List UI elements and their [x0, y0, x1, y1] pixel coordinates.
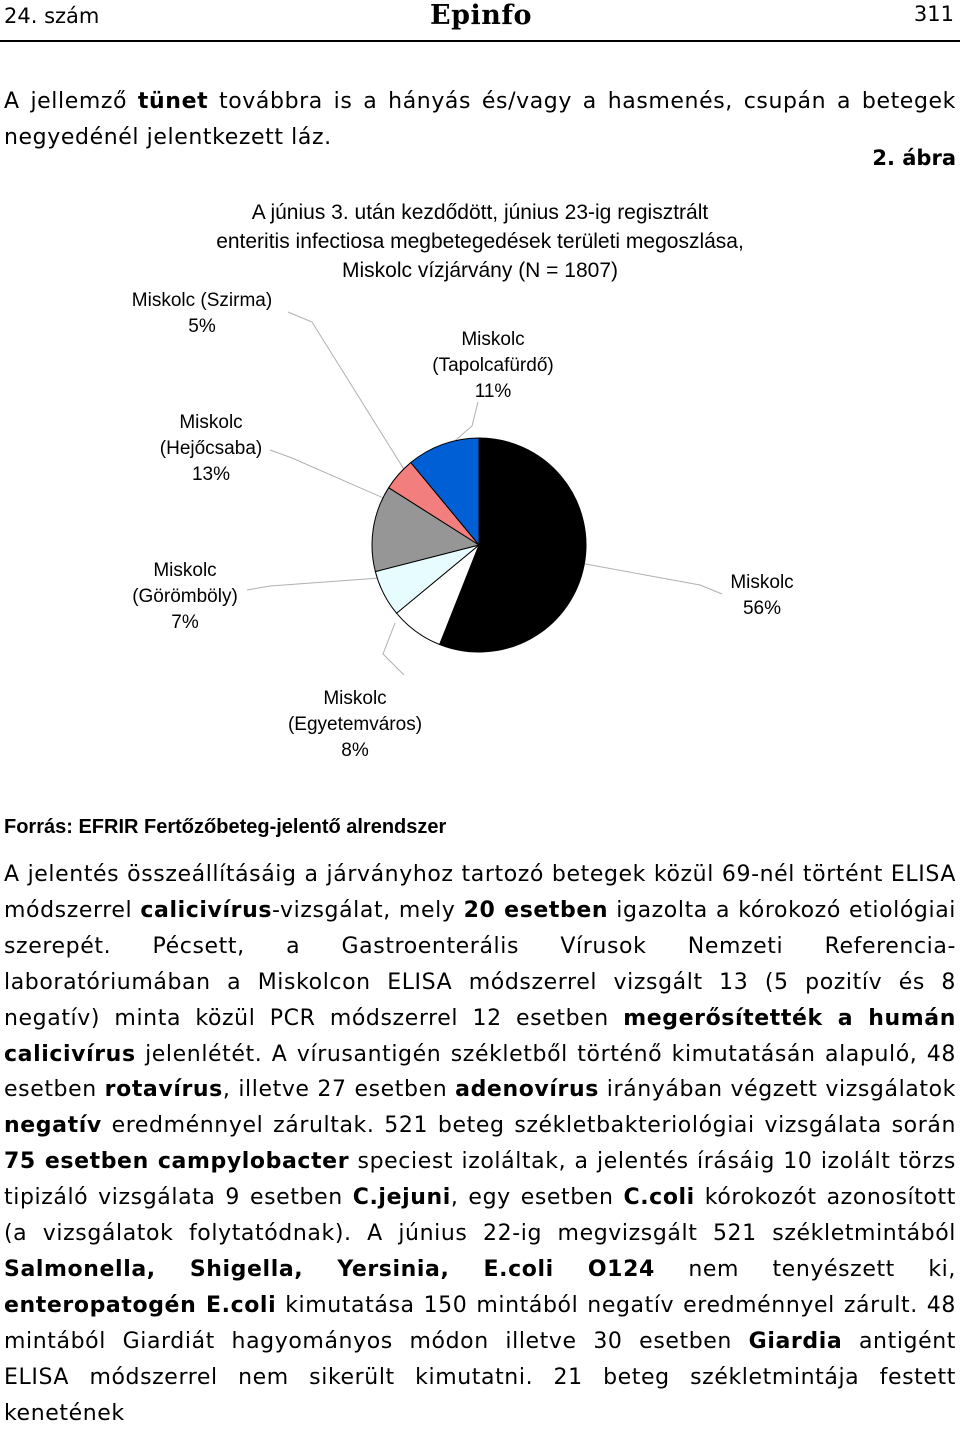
body-text-1: A jelentés összeállításáig a járványhoz tartozó betegek közül 69-nél történt ELISA módszerrel [4, 862, 956, 923]
label-hejocsaba-pct: 13% [191, 464, 231, 485]
leader-line-hejocsaba [270, 450, 388, 500]
label-miskolc-name: Miskolc [730, 572, 794, 593]
leader-line-szirma [288, 312, 415, 487]
body-bold-4: rotavírus [104, 1077, 223, 1103]
body-bold-3: megerősítették a humán calicivírus [4, 1005, 956, 1067]
intro-bold-symptom: tünet [137, 89, 209, 114]
label-egyetemvaros-pct: 8% [341, 740, 369, 761]
label-tapolca-pct: 11% [474, 381, 512, 402]
label-gorombol [110, 558, 260, 636]
body-text-8: speciest izoláltak, a jelentés írásáig 10 izolált törzs tipizáló vizsgálata 9 esetben [4, 1149, 956, 1211]
body-text-4: jelenlétét. A vírusantigén székletből történő kimutatásán alapuló, 48 esetben [4, 1041, 956, 1103]
label-tapolca [408, 327, 578, 405]
chart-title-line-1: A június 3. után kezdődött, június 23-ig regisztrált [251, 201, 709, 224]
label-hejocsaba-name: Miskolc [179, 412, 243, 433]
label-hejocsaba-sub: (Hejőcsaba) [159, 438, 263, 459]
body-text-3: igazolta a kórokozó etiológiai szerepét. Pécsett, a Gastroenterális Vírusok Nemzeti Referencia-laboratóriumában a Miskolcon ELISA módszerrel vizsgált 13 (5 pozitív és 8 negatív) minta közül PCR módszerrel 12 esetben [4, 897, 956, 1031]
body-text-5: , illetve 27 esetben [222, 1077, 456, 1103]
body-text-11: nem tenyészett ki, [654, 1256, 956, 1282]
chart-source: Forrás: EFRIR Fertőzőbeteg-jelentő alrendszer [4, 816, 447, 838]
body-text-9: , egy esetben [450, 1185, 624, 1211]
leader-line-egyetemvaros [383, 623, 404, 675]
body-bold-1: calicivírus [140, 897, 273, 923]
pie-slices [372, 438, 586, 652]
label-szirma [112, 288, 292, 340]
body-bold-11: enteropatogén E.coli [4, 1292, 277, 1318]
label-miskolc-pct: 56% [742, 598, 782, 619]
body-bold-8: C.jejuni [352, 1185, 451, 1211]
intro-text-1: A jellemző [4, 89, 138, 114]
body-bold-10: Salmonella, Shigella, Yersinia, E.coli O124 [4, 1256, 655, 1282]
issue-number: 24. szám [4, 4, 100, 28]
label-gorombol-pct: 7% [171, 612, 199, 633]
label-egyetemvaros-name: Miskolc [323, 688, 387, 709]
body-bold-12: Giardia [748, 1328, 843, 1354]
body-text-12: kimutatása 150 mintából negatív eredménnyel zárult. 48 mintából Giardiát hagyományos módon illetve 30 esetben [4, 1292, 956, 1354]
body-text-6: irányában végzett vizsgálatok [598, 1077, 956, 1103]
label-tapolca-name: Miskolc [461, 329, 525, 350]
body-bold-5: adenovírus [455, 1077, 599, 1103]
label-gorombol-name: Miskolc [153, 560, 217, 581]
label-egyetemvaros-sub: (Egyetemváros) [287, 714, 423, 735]
label-szirma-name: Miskolc (Szirma) [131, 290, 273, 311]
leader-line-miskolc [580, 563, 722, 594]
label-gorombol-sub: (Görömböly) [132, 586, 238, 607]
body-bold-9: C.coli [623, 1185, 695, 1211]
label-tapolca-sub: (Tapolcafürdő) [432, 355, 554, 376]
figure-label: 2. ábra [872, 146, 956, 170]
chart-title-line-2: enteritis infectiosa megbetegedések területi megoszlása, [216, 230, 744, 253]
body-text-2: -vizsgálat, mely [272, 897, 464, 923]
intro-text-2: továbbra is a hányás és/vagy a hasmenés, csupán a betegek negyedénél jelentkezett láz. [4, 89, 956, 150]
body-text-7: eredménnyel zárultak. 521 beteg székletbakteriológiai vizsgálata során [101, 1113, 956, 1139]
label-miskolc [712, 570, 812, 622]
body-bold-6: negatív [4, 1113, 102, 1139]
body-paragraph [4, 857, 956, 1432]
body-bold-2: 20 esetben [463, 897, 609, 923]
body-bold-7: 75 esetben campylobacter [4, 1149, 350, 1175]
leader-line-gorombol [247, 578, 380, 590]
label-egyetemvaros [270, 686, 440, 764]
body-text-10: kórokozót azonosított (a vizsgálatok folytatódnak). A június 22-ig megvizsgált 521 székletmintából [4, 1185, 957, 1247]
body-text-13: antigént ELISA módszerrel nem sikerült kimutatni. 21 beteg székletmintája festett kenetének [4, 1328, 956, 1426]
page-number: 311 [913, 2, 954, 26]
label-hejocsaba [136, 410, 286, 488]
chart-title-line-3: Miskolc vízjárvány (N = 1807) [341, 259, 618, 282]
label-szirma-pct: 5% [188, 316, 216, 337]
journal-logo: Epinfo [430, 0, 532, 31]
